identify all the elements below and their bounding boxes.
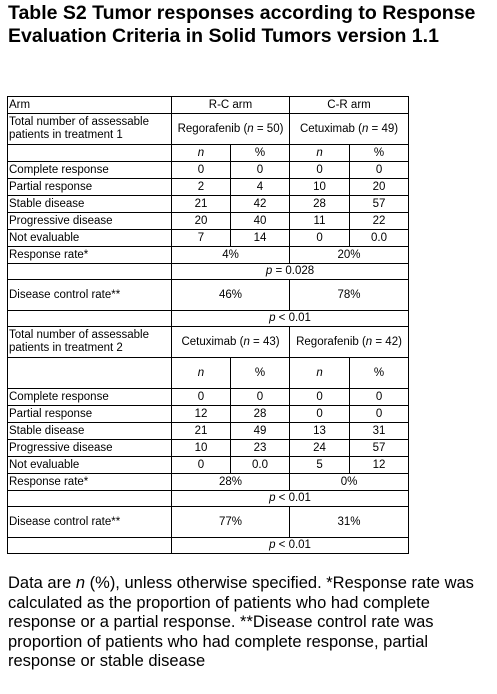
t2-response-rate-label: Response rate*	[8, 474, 172, 491]
cell-cr-pct: 22	[350, 213, 409, 230]
row-label: Complete response	[8, 389, 172, 406]
cell-cr-n: 0	[290, 162, 350, 179]
cell-rc-pct: 0	[231, 162, 290, 179]
cell-cr-pct: 0	[350, 162, 409, 179]
cell-cr-pct: 0	[350, 406, 409, 423]
cell-cr-pct: 20	[350, 179, 409, 196]
arm-rc-header: R-C arm	[172, 97, 290, 114]
t1-dcr-cr: 78%	[290, 280, 409, 311]
t1-dcr-p-text: p < 0.01	[269, 312, 311, 324]
t2-rc-n-header	[172, 358, 231, 389]
cell-rc-n: 10	[172, 440, 231, 457]
t1-cr-pct-header: %	[350, 145, 409, 162]
t1-dcr-label: Disease control rate**	[8, 280, 172, 311]
t2-cr-n-text: n	[316, 366, 323, 379]
t2-rr-p-text: p < 0.01	[269, 492, 311, 504]
table-row	[8, 196, 409, 213]
t2-rr-p-blank	[8, 491, 172, 507]
row-label: Partial response	[8, 406, 172, 423]
t2-dcr-p-text: p < 0.01	[269, 539, 311, 551]
t1-response-rate-row	[8, 247, 409, 264]
t2-response-rate-row	[8, 474, 409, 491]
t1-drug-rc	[172, 114, 290, 145]
t1-subheader-blank	[8, 145, 172, 162]
cell-rc-n: 0	[172, 389, 231, 406]
cell-cr-n: 28	[290, 196, 350, 213]
t2-assessable-row	[8, 327, 409, 358]
cell-rc-pct: 42	[231, 196, 290, 213]
t1-response-rate-rc: 4%	[172, 247, 290, 264]
cell-cr-n: 13	[290, 423, 350, 440]
t2-cr-pct-header: %	[350, 358, 409, 389]
t1-cr-n-header	[290, 145, 350, 162]
cell-rc-n: 0	[172, 457, 231, 474]
t2-subheader-blank	[8, 358, 172, 389]
table-row	[8, 423, 409, 440]
cell-rc-n: 2	[172, 179, 231, 196]
t1-dcr-p-row	[8, 311, 409, 327]
table-row	[8, 440, 409, 457]
t1-rc-n-text: n	[197, 146, 205, 159]
cell-rc-pct: 0	[231, 389, 290, 406]
cell-rc-n: 20	[172, 213, 231, 230]
row-label: Stable disease	[8, 423, 172, 440]
t1-assessable-label: Total number of assessable patients in treatment 1	[8, 114, 172, 145]
table-row	[8, 406, 409, 423]
t2-assessable-label: Total number of assessable patients in treatment 2	[8, 327, 172, 358]
table-title: Table S2 Tumor responses according to Response Evaluation Criteria in Solid Tumors version 1.1	[8, 2, 476, 47]
t1-rr-p-row	[8, 264, 409, 280]
cell-rc-pct: 14	[231, 230, 290, 247]
row-label: Progressive disease	[8, 213, 172, 230]
row-label: Progressive disease	[8, 440, 172, 457]
table-row	[8, 230, 409, 247]
cell-cr-n: 0	[290, 389, 350, 406]
cell-cr-pct: 0	[350, 389, 409, 406]
t2-drug-cr	[290, 327, 409, 358]
t1-rc-pct-header: %	[231, 145, 290, 162]
t2-response-rate-rc: 28%	[172, 474, 290, 491]
cell-cr-pct: 57	[350, 196, 409, 213]
cell-rc-n: 12	[172, 406, 231, 423]
t1-rr-p-text: p = 0.028	[265, 265, 315, 277]
t2-response-rate-cr: 0%	[290, 474, 409, 491]
t1-response-rate-label: Response rate*	[8, 247, 172, 264]
t2-drug-rc-text: Cetuximab (n = 43)	[181, 335, 280, 348]
arm-label: Arm	[8, 97, 172, 114]
cell-cr-n: 24	[290, 440, 350, 457]
t2-dcr-cr: 31%	[290, 507, 409, 538]
t2-drug-rc	[172, 327, 290, 358]
t2-dcr-label: Disease control rate**	[8, 507, 172, 538]
row-label: Not evaluable	[8, 457, 172, 474]
t2-cr-n-header	[290, 358, 350, 389]
t2-dcr-p-row	[8, 538, 409, 554]
t1-assessable-row	[8, 114, 409, 145]
t1-dcr-row	[8, 280, 409, 311]
t2-dcr-p-value	[172, 538, 409, 554]
cell-rc-pct: 40	[231, 213, 290, 230]
cell-cr-n: 11	[290, 213, 350, 230]
t2-dcr-row	[8, 507, 409, 538]
t2-subheader-row	[8, 358, 409, 389]
cell-cr-n: 5	[290, 457, 350, 474]
arm-cr-header: C-R arm	[290, 97, 409, 114]
table-row	[8, 179, 409, 196]
cell-cr-pct: 31	[350, 423, 409, 440]
t2-dcr-rc: 77%	[172, 507, 290, 538]
t1-dcr-rc: 46%	[172, 280, 290, 311]
cell-cr-pct: 57	[350, 440, 409, 457]
cell-rc-pct: 23	[231, 440, 290, 457]
cell-rc-pct: 4	[231, 179, 290, 196]
table-row	[8, 162, 409, 179]
t1-dcr-p-value	[172, 311, 409, 327]
footnote	[8, 574, 496, 672]
tumor-response-table	[7, 96, 409, 554]
footnote-text: Data are n (%), unless otherwise specified. *Response rate was calculated as the proportion of patients who had complete response or a partial response. **Disease control rate was proportion of patients who had complete response, partial response or stable disease	[8, 574, 474, 670]
table-row	[8, 213, 409, 230]
t1-drug-cr-text: Cetuximab (n = 49)	[299, 122, 399, 135]
arm-header-row	[8, 97, 409, 114]
t1-drug-cr	[290, 114, 409, 145]
t2-rc-pct-header: %	[231, 358, 290, 389]
t1-rr-p-value	[172, 264, 409, 280]
t1-subheader-row	[8, 145, 409, 162]
t1-rr-p-blank	[8, 264, 172, 280]
cell-rc-n: 0	[172, 162, 231, 179]
row-label: Complete response	[8, 162, 172, 179]
t2-rr-p-row	[8, 491, 409, 507]
t1-cr-n-text: n	[316, 146, 323, 159]
cell-rc-n: 21	[172, 423, 231, 440]
cell-rc-pct: 49	[231, 423, 290, 440]
cell-rc-pct: 0.0	[231, 457, 290, 474]
cell-cr-n: 0	[290, 230, 350, 247]
t2-rr-p-value	[172, 491, 409, 507]
cell-cr-n: 0	[290, 406, 350, 423]
t1-rc-n-header	[172, 145, 231, 162]
t1-response-rate-cr: 20%	[290, 247, 409, 264]
t2-dcr-p-blank	[8, 538, 172, 554]
t2-drug-cr-text: Regorafenib (n = 42)	[296, 335, 402, 348]
t1-dcr-p-blank	[8, 311, 172, 327]
t1-drug-rc-text: Regorafenib (n = 50)	[177, 122, 284, 135]
t2-rc-n-text: n	[197, 366, 205, 379]
cell-rc-pct: 28	[231, 406, 290, 423]
cell-cr-n: 10	[290, 179, 350, 196]
cell-rc-n: 7	[172, 230, 231, 247]
table-row	[8, 389, 409, 406]
row-label: Stable disease	[8, 196, 172, 213]
cell-rc-n: 21	[172, 196, 231, 213]
cell-cr-pct: 0.0	[350, 230, 409, 247]
row-label: Not evaluable	[8, 230, 172, 247]
cell-cr-pct: 12	[350, 457, 409, 474]
table-row	[8, 457, 409, 474]
row-label: Partial response	[8, 179, 172, 196]
